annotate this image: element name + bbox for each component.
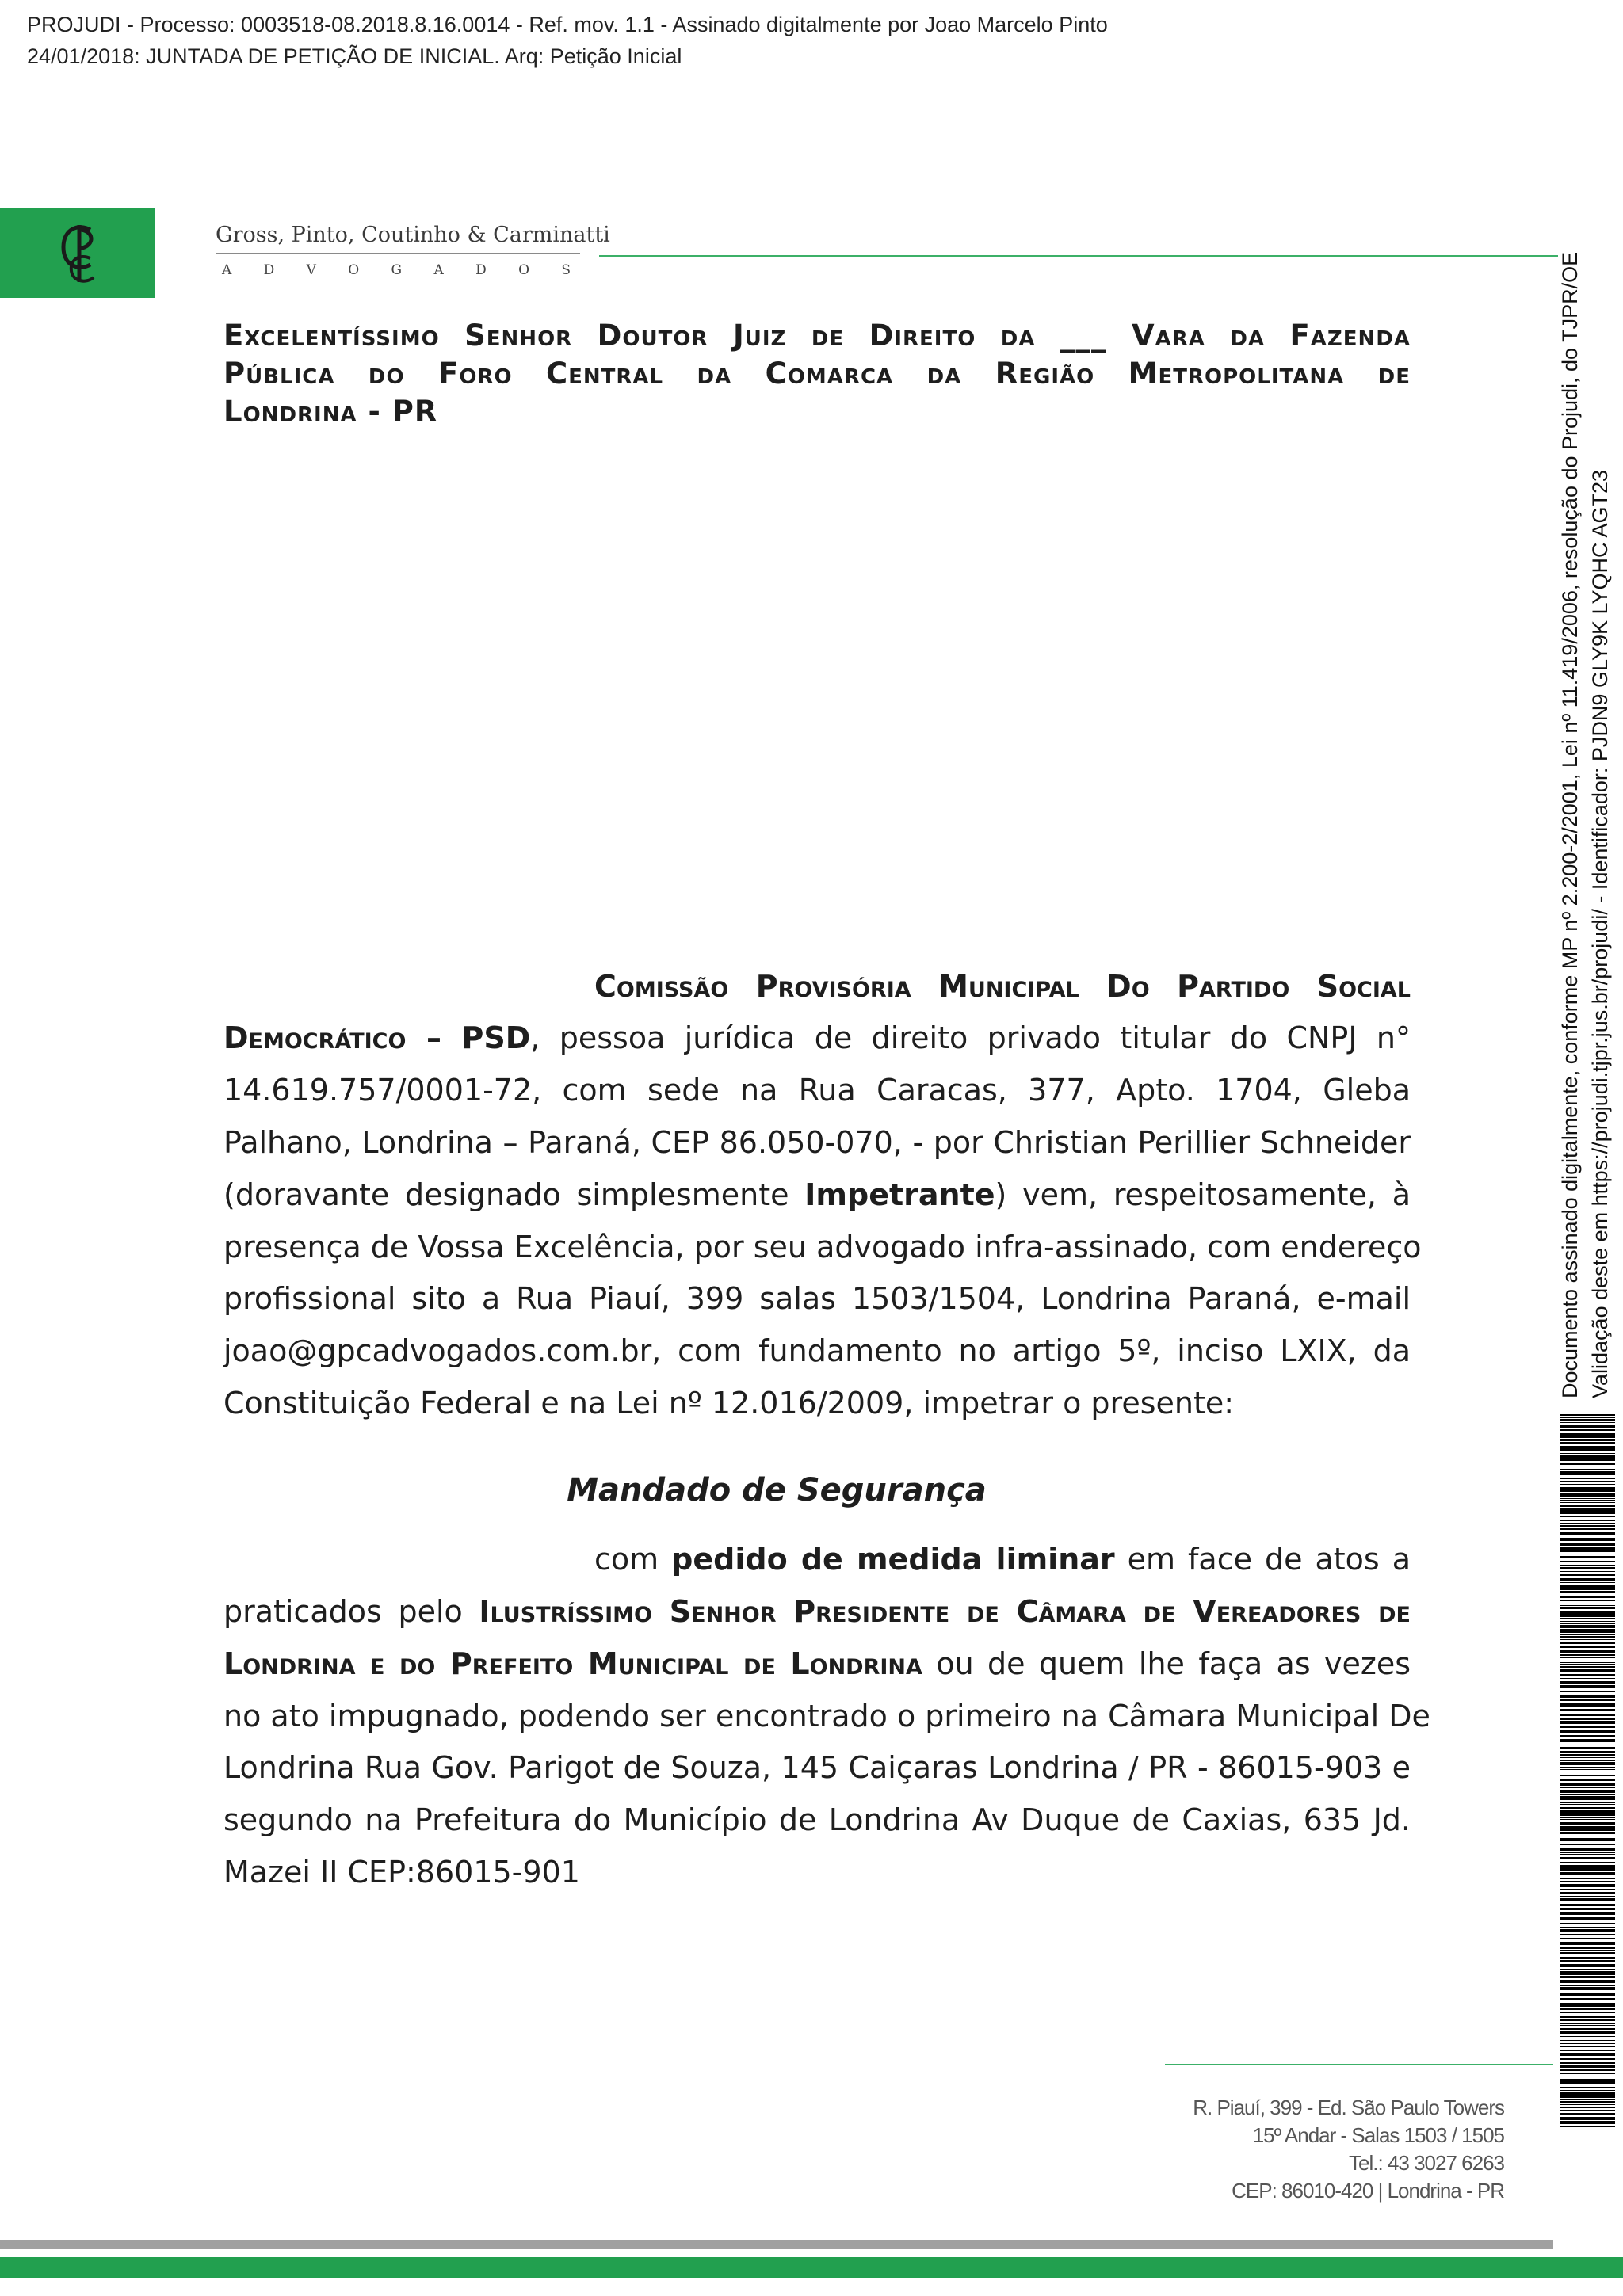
para2-line: no ato impugnado, podendo ser encontrado o primeiro na Câmara Municipal De xyxy=(223,1699,1430,1733)
barcode-bar xyxy=(1560,2040,1615,2041)
barcode-bar xyxy=(1560,1998,1615,2000)
addressee-line: Pública do Foro Central da Comarca da Região Metropolitana de xyxy=(223,357,1411,391)
barcode-bar xyxy=(1560,1556,1615,1558)
barcode-bar xyxy=(1560,2073,1615,2074)
barcode-bar xyxy=(1560,1502,1615,1503)
barcode-bar xyxy=(1560,2079,1615,2081)
barcode-bar xyxy=(1560,1512,1615,1514)
barcode-bar xyxy=(1560,2096,1615,2098)
barcode-bar xyxy=(1560,2028,1615,2030)
barcode-bar xyxy=(1560,1726,1615,1728)
footer-divider xyxy=(1165,2064,1553,2065)
barcode-bar xyxy=(1560,1650,1615,1653)
barcode-bar xyxy=(1560,2050,1615,2051)
barcode-bar xyxy=(1560,2046,1615,2047)
barcode-bar xyxy=(1560,1838,1615,1841)
barcode-bar xyxy=(1560,1844,1615,1845)
barcode-bar xyxy=(1560,1669,1615,1672)
barcode-bar xyxy=(1560,1474,1615,1475)
barcode-bar xyxy=(1560,1623,1615,1624)
footer-band-green xyxy=(0,2257,1623,2278)
projudi-stamp-line1: PROJUDI - Processo: 0003518-08.2018.8.16.0014 - Ref. mov. 1.1 - Assinado digitalmente por Joao Marcelo Pinto xyxy=(27,13,1108,36)
barcode-bar xyxy=(1560,1550,1615,1552)
barcode-bar xyxy=(1560,1422,1615,1423)
barcode-bar xyxy=(1560,1807,1615,1809)
para1-line: profissional sito a Rua Piauí, 399 salas 1503/1504, Londrina Paraná, e-mail xyxy=(223,1281,1411,1316)
barcode-bar xyxy=(1560,1762,1615,1765)
barcode-bar xyxy=(1560,1525,1615,1527)
barcode-bar xyxy=(1560,2121,1615,2124)
barcode-bar xyxy=(1560,2104,1615,2105)
header-divider xyxy=(599,255,1558,257)
barcode-bar xyxy=(1560,1814,1615,1816)
barcode-bar xyxy=(1560,2023,1615,2024)
barcode-bar xyxy=(1560,1463,1615,1465)
barcode-bar xyxy=(1560,2025,1615,2026)
para2-line: segundo na Prefeitura do Município de Londrina Av Duque de Caxias, 635 Jd. xyxy=(223,1802,1411,1837)
barcode-bar xyxy=(1560,1794,1615,1795)
barcode-bar xyxy=(1560,1709,1615,1711)
barcode-bar xyxy=(1560,1923,1615,1924)
barcode-bar xyxy=(1560,1878,1615,1879)
barcode-bar xyxy=(1560,1442,1615,1444)
barcode-bar xyxy=(1560,1819,1615,1820)
barcode-bar xyxy=(1560,2065,1615,2068)
barcode-bar xyxy=(1560,1862,1615,1863)
barcode-bar xyxy=(1560,1629,1615,1630)
barcode-bar xyxy=(1560,1826,1615,1829)
barcode-bar xyxy=(1560,1703,1615,1707)
barcode-bar xyxy=(1560,1589,1615,1590)
barcode-bar xyxy=(1560,1854,1615,1855)
barcode-bar xyxy=(1560,1993,1615,1996)
barcode-bar xyxy=(1560,1505,1615,1507)
barcode-bar xyxy=(1560,1695,1615,1698)
barcode-bar xyxy=(1560,2053,1615,2056)
barcode-bar xyxy=(1560,1516,1615,1517)
barcode-bar xyxy=(1560,2101,1615,2103)
barcode-bar xyxy=(1560,2043,1615,2044)
barcode-bar xyxy=(1560,1574,1615,1576)
barcode-bar xyxy=(1560,1478,1615,1479)
barcode-bar xyxy=(1560,1947,1615,1949)
barcode-bar xyxy=(1560,1757,1615,1758)
barcode-bar xyxy=(1560,1666,1615,1668)
barcode-bar xyxy=(1560,1615,1615,1617)
barcode-bar xyxy=(1560,1605,1615,1606)
barcode-bar xyxy=(1560,1654,1615,1656)
barcode-bar xyxy=(1560,1892,1615,1894)
barcode-bar xyxy=(1560,1618,1615,1619)
para1-line: Democrático – PSD, pessoa jurídica de direito privado titular do CNPJ n° xyxy=(223,1020,1411,1055)
firm-subtitle: A D V O G A D O S xyxy=(222,262,571,278)
barcode-bar xyxy=(1560,1987,1615,1990)
barcode-bar xyxy=(1560,1783,1615,1786)
barcode-bar xyxy=(1560,2003,1615,2004)
barcode-bar xyxy=(1560,1872,1615,1875)
barcode-bar xyxy=(1560,1561,1615,1562)
para2-line: praticados pelo Ilustríssimo Senhor Presidente de Câmara de Vereadores de xyxy=(223,1594,1411,1629)
barcode-bar xyxy=(1560,1414,1615,1416)
barcode-bar xyxy=(1560,1439,1615,1441)
barcode-bar xyxy=(1560,1484,1615,1485)
barcode-icon xyxy=(1560,1414,1615,2127)
barcode-bar xyxy=(1560,1769,1615,1770)
document-title: Mandado de Segurança xyxy=(567,1472,987,1508)
barcode-bar xyxy=(1560,1884,1615,1887)
barcode-bar xyxy=(1560,2004,1615,2007)
barcode-bar xyxy=(1560,1532,1615,1535)
barcode-bar xyxy=(1560,1547,1615,1550)
footer-address-line: 15º Andar - Salas 1503 / 1505 xyxy=(1252,2123,1504,2147)
barcode-bar xyxy=(1560,1498,1615,1499)
barcode-bar xyxy=(1560,1582,1615,1583)
barcode-bar xyxy=(1560,2036,1615,2037)
barcode-bar xyxy=(1560,2107,1615,2108)
barcode-bar xyxy=(1560,1607,1615,1609)
barcode-bar xyxy=(1560,1578,1615,1581)
barcode-bar xyxy=(1560,2069,1615,2071)
barcode-bar xyxy=(1560,1775,1615,1776)
para2-line: Londrina Rua Gov. Parigot de Souza, 145 Caiçaras Londrina / PR - 86015-903 e xyxy=(223,1750,1411,1785)
barcode-bar xyxy=(1560,1957,1615,1959)
footer-address-line: R. Piauí, 399 - Ed. São Paulo Towers xyxy=(1193,2096,1504,2119)
barcode-bar xyxy=(1560,1419,1615,1421)
barcode-bar xyxy=(1560,2062,1615,2064)
barcode-bar xyxy=(1560,1787,1615,1788)
barcode-bar xyxy=(1560,1881,1615,1882)
barcode-bar xyxy=(1560,1639,1615,1640)
barcode-bar xyxy=(1560,1520,1615,1521)
barcode-bar xyxy=(1560,1469,1615,1470)
barcode-bar xyxy=(1560,1718,1615,1720)
barcode-bar xyxy=(1560,2081,1615,2084)
barcode-bar xyxy=(1560,1908,1615,1910)
barcode-bar xyxy=(1560,1436,1615,1438)
barcode-bar xyxy=(1560,2090,1615,2091)
barcode-bar xyxy=(1560,1802,1615,1803)
barcode-bar xyxy=(1560,1754,1615,1756)
footer-band-gray xyxy=(0,2240,1553,2249)
barcode-bar xyxy=(1560,1721,1615,1724)
barcode-bar xyxy=(1560,1904,1615,1906)
barcode-bar xyxy=(1560,1646,1615,1648)
barcode-bar xyxy=(1560,1625,1615,1628)
barcode-bar xyxy=(1560,1691,1615,1692)
barcode-bar xyxy=(1560,1857,1615,1859)
barcode-bar xyxy=(1560,1453,1615,1454)
barcode-bar xyxy=(1560,1487,1615,1489)
barcode-bar xyxy=(1560,1969,1615,1970)
barcode-bar xyxy=(1560,2110,1615,2111)
barcode-bar xyxy=(1560,1481,1615,1482)
barcode-bar xyxy=(1560,1929,1615,1932)
barcode-bar xyxy=(1560,1636,1615,1638)
barcode-bar xyxy=(1560,1681,1615,1684)
header-divider-short xyxy=(216,253,580,254)
barcode-bar xyxy=(1560,2031,1615,2034)
barcode-bar xyxy=(1560,1952,1615,1954)
footer-phone: Tel.: 43 3027 6263 xyxy=(1349,2151,1504,2175)
barcode-bar xyxy=(1560,1630,1615,1633)
barcode-bar xyxy=(1560,2099,1615,2100)
barcode-bar xyxy=(1560,1508,1615,1512)
addressee-line: Londrina - PR xyxy=(223,395,438,429)
barcode-bar xyxy=(1560,1974,1615,1975)
barcode-bar xyxy=(1560,1596,1615,1598)
barcode-bar xyxy=(1560,1790,1615,1793)
barcode-bar xyxy=(1560,1489,1615,1492)
barcode-bar xyxy=(1560,1810,1615,1814)
projudi-stamp-line2: 24/01/2018: JUNTADA DE PETIÇÃO DE INICIAL. Arq: Petição Inicial xyxy=(27,44,682,68)
barcode-bar xyxy=(1560,1523,1615,1524)
barcode-bar xyxy=(1560,1471,1615,1474)
barcode-bar xyxy=(1560,1980,1615,1983)
barcode-bar xyxy=(1560,1425,1615,1428)
barcode-bar xyxy=(1560,1804,1615,1805)
barcode-bar xyxy=(1560,1867,1615,1871)
barcode-bar xyxy=(1560,1685,1615,1688)
validation-note: Validação deste em https://projudi.tjpr.jus.br/projudi/ - Identificador: PJDN9 GLY9K LYQHC AGT23 xyxy=(1588,469,1612,1398)
barcode-bar xyxy=(1560,1600,1615,1601)
barcode-bar xyxy=(1560,1543,1615,1546)
barcode-bar xyxy=(1560,1747,1615,1749)
signature-validation-text xyxy=(1555,162,1615,1398)
barcode-bar xyxy=(1560,1852,1615,1853)
barcode-bar xyxy=(1560,2019,1615,2021)
addressee-heading xyxy=(223,317,1411,431)
barcode-bar xyxy=(1560,1493,1615,1497)
barcode-bar xyxy=(1560,1976,1615,1978)
barcode-bar xyxy=(1560,1538,1615,1541)
para1-line: Constituição Federal e na Lei nº 12.016/2009, impetrar o presente: xyxy=(223,1386,1235,1421)
barcode-bar xyxy=(1560,1822,1615,1825)
firm-logo xyxy=(0,208,155,298)
barcode-bar xyxy=(1560,1829,1615,1831)
para2-line: com pedido de medida liminar em face de atos a xyxy=(594,1542,1411,1577)
barcode-bar xyxy=(1560,1699,1615,1701)
barcode-bar xyxy=(1560,1964,1615,1966)
barcode-bar xyxy=(1560,1591,1615,1593)
barcode-bar xyxy=(1560,2012,1615,2013)
barcode-bar xyxy=(1560,1657,1615,1658)
barcode-bar xyxy=(1560,1678,1615,1679)
para2-line: Londrina e do Prefeito Municipal de Londrina ou de quem lhe faça as vezes xyxy=(223,1646,1411,1681)
barcode-bar xyxy=(1560,1528,1615,1530)
barcode-bar xyxy=(1560,2087,1615,2088)
barcode-bar xyxy=(1560,1642,1615,1644)
barcode-bar xyxy=(1560,1459,1615,1461)
barcode-bar xyxy=(1560,2113,1615,2115)
firm-name: Gross, Pinto, Coutinho & Carminatti xyxy=(216,223,610,247)
barcode-bar xyxy=(1560,1938,1615,1939)
signature-note: Documento assinado digitalmente, conforme MP nº 2.200-2/2001, Lei nº 11.419/2006, resolução do Projudi, do TJPR/OE xyxy=(1558,251,1582,1398)
para1-line: 14.619.757/0001-72, com sede na Rua Caracas, 377, Apto. 1704, Gleba xyxy=(223,1073,1411,1108)
barcode-bar xyxy=(1560,1500,1615,1501)
para1-line: joao@gpcadvogados.com.br, com fundamento no artigo 5º, inciso LXIX, da xyxy=(223,1333,1411,1368)
para1-line: presença de Vossa Excelência, por seu advogado infra-assinado, com endereço xyxy=(223,1230,1422,1264)
barcode-bar xyxy=(1560,1455,1615,1459)
barcode-bar xyxy=(1560,1621,1615,1622)
gpc-monogram-icon xyxy=(55,219,103,287)
barcode-bar xyxy=(1560,1912,1615,1913)
barcode-bar xyxy=(1560,2008,1615,2010)
barcode-bar xyxy=(1560,1417,1615,1418)
para1-line: Comissão Provisória Municipal Do Partido Social xyxy=(594,969,1411,1004)
barcode-bar xyxy=(1560,1985,1615,1986)
barcode-bar xyxy=(1560,1662,1615,1663)
barcode-bar xyxy=(1560,1433,1615,1436)
barcode-bar xyxy=(1560,2016,1615,2018)
barcode-bar xyxy=(1560,1832,1615,1834)
barcode-bar xyxy=(1560,1798,1615,1800)
barcode-bar xyxy=(1560,1611,1615,1615)
barcode-bar xyxy=(1560,1664,1615,1665)
barcode-bar xyxy=(1560,1898,1615,1901)
barcode-bar xyxy=(1560,1896,1615,1897)
barcode-bar xyxy=(1560,1889,1615,1890)
barcode-bar xyxy=(1560,2126,1615,2127)
para1-line: Palhano, Londrina – Paraná, CEP 86.050-070, - por Christian Perillier Schneider xyxy=(223,1125,1411,1160)
barcode-bar xyxy=(1560,1674,1615,1676)
barcode-bar xyxy=(1560,1571,1615,1572)
barcode-bar xyxy=(1560,1971,1615,1974)
addressee-line: Excelentíssimo Senhor Doutor Juiz de Direito da ___ Vara da Fazenda xyxy=(223,318,1411,353)
para1-line: (doravante designado simplesmente Impetrante) vem, respeitosamente, à xyxy=(223,1177,1411,1212)
barcode-bar xyxy=(1560,1751,1615,1753)
barcode-bar xyxy=(1560,1735,1615,1737)
barcode-bar xyxy=(1560,1848,1615,1851)
barcode-bar xyxy=(1560,1966,1615,1967)
barcode-bar xyxy=(1560,1934,1615,1935)
barcode-bar xyxy=(1560,1714,1615,1716)
barcode-bar xyxy=(1560,1739,1615,1742)
barcode-bar xyxy=(1560,1567,1615,1569)
barcode-bar xyxy=(1560,1779,1615,1781)
para2-line: Mazei II CEP:86015-901 xyxy=(223,1855,580,1890)
barcode-bar xyxy=(1560,1942,1615,1945)
barcode-bar xyxy=(1560,2058,1615,2060)
barcode-bar xyxy=(1560,1796,1615,1798)
barcode-bar xyxy=(1560,1913,1615,1915)
barcode-bar xyxy=(1560,1565,1615,1566)
barcode-bar xyxy=(1560,1446,1615,1447)
barcode-bar xyxy=(1560,1950,1615,1951)
barcode-bar xyxy=(1560,1817,1615,1818)
barcode-bar xyxy=(1560,1447,1615,1451)
barcode-bar xyxy=(1560,1429,1615,1431)
barcode-bar xyxy=(1560,1917,1615,1920)
barcode-bar xyxy=(1560,2117,1615,2120)
barcode-bar xyxy=(1560,1767,1615,1768)
barcode-bar xyxy=(1560,1960,1615,1962)
barcode-bar xyxy=(1560,2092,1615,2096)
barcode-bar xyxy=(1560,1760,1615,1761)
footer-cep: CEP: 86010-420 | Londrina - PR xyxy=(1232,2179,1504,2203)
barcode-bar xyxy=(1560,1927,1615,1928)
barcode-bar xyxy=(1560,1730,1615,1733)
barcode-bar xyxy=(1560,1585,1615,1589)
barcode-bar xyxy=(1560,1865,1615,1867)
barcode-bar xyxy=(1560,1634,1615,1635)
